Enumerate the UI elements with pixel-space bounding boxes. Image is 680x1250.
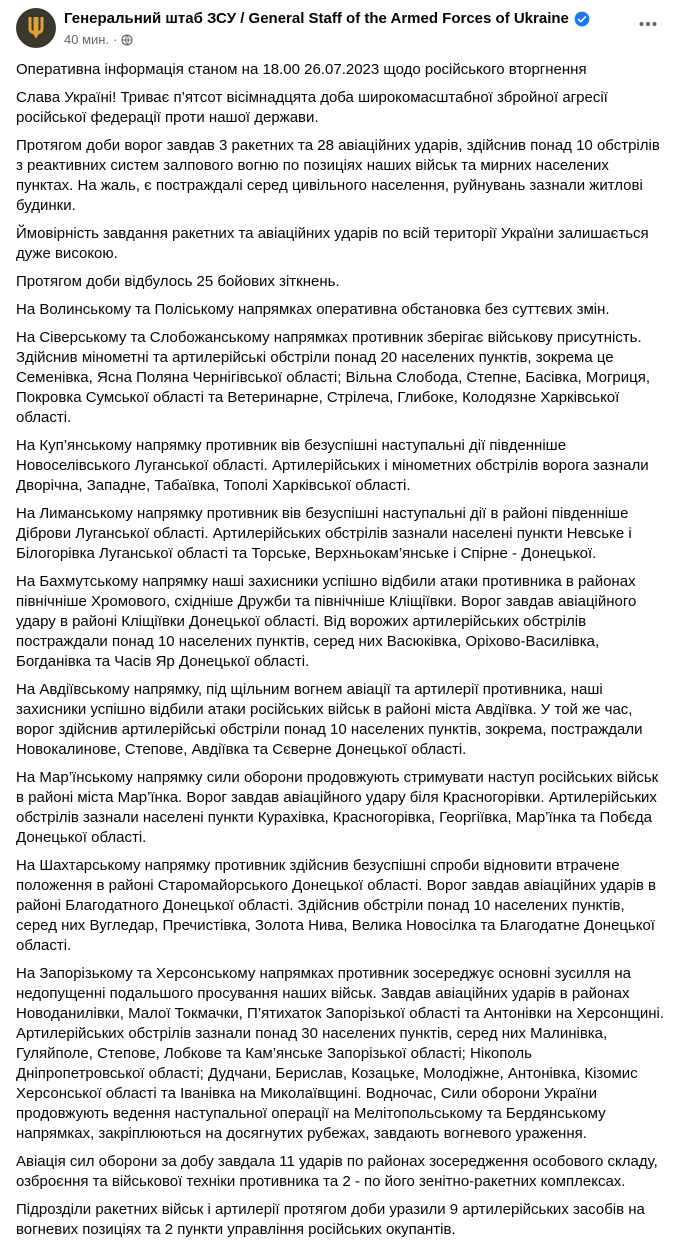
post-paragraph: Протягом доби відбулось 25 бойових зіткнень. [16, 273, 340, 290]
post-paragraph: На Бахмутському напрямку наші захисники успішно відбили атаки противника в районах північніше Хромового, східніше Дружби та північніше Кліщіївки. Ворог завдав авіаційного удару в районі Кліщіївки Донецької області. Від ворожих артилерійських обстрілів постраждали понад 10 населених пунктів, серед них Васюківка, Оріхово-Василівка, Богданівка та Часів Яр Донецької області. [16, 573, 641, 670]
post-paragraph: Слава Україні! Триває п’ятсот вісімнадцята доба широкомасштабної збройної агресії російської федерації проти нашої держави. [16, 89, 613, 126]
post-text [0, 48, 680, 1250]
page-name-link[interactable]: Генеральний штаб ЗСУ / General Staff of the Armed Forces of Ukraine [64, 10, 569, 27]
post-paragraph: Авіація сил оборони за добу завдала 11 ударів по районах зосередження особового складу, озброєння та військової техніки противника та 2 - по його зенітно-ракетних комплексах. [16, 1153, 662, 1190]
post-paragraph: На Шахтарському напрямку противник здійснив безуспішні спроби відновити втрачене положення в районі Старомайорського Донецької області. Ворог завдав авіаційних ударів в районі Благодатного Донецької області. Здійснив обстріли понад 10 населених пунктів, серед них Вугледар, Пречистівка, Золота Нива, Велика Новосілка та Благодатне Донецької області. [16, 857, 661, 954]
post-paragraph: Оперативна інформація станом на 18.00 26.07.2023 щодо російського вторгнення [16, 61, 587, 78]
post-paragraph: На Лиманському напрямку противник вів безуспішні наступальні дії в районі південніше Діброви Луганської області. Артилерійських обстрілів зазнали населені пункти Невське і Білогорівка Луганської області та Торське, Верхньокам’янське і Спірне - Донецької. [16, 505, 636, 562]
post-paragraph: На Волинському та Поліському напрямках оперативна обстановка без суттєвих змін. [16, 301, 610, 318]
verified-badge-icon [574, 11, 590, 27]
post-timestamp[interactable]: 40 мин. [64, 32, 110, 47]
post-paragraph: На Авдіївському напрямку, під щільним вогнем авіації та артилерії противника, наші захисники успішно відбили атаки російських військ в районі міста Авдіївка. У той же час, ворог здійснив артилерійські обстріли понад 10 населених пунктів, зокрема, постраждали Новокалинове, Степове, Авдіївка та Сєверне Донецької області. [16, 681, 647, 758]
post-header-text [64, 8, 632, 48]
post-paragraph: На Запорізькому та Херсонському напрямках противник зосереджує основні зусилля на недопущенні подальшого просування наших військ. Завдав авіаційних ударів в районах Новоданилівки, Малої Токмачки, П’ятихаток Запорізької області та Антонівки на Херсонщині. Артилерійських обстрілів зазнали понад 30 населених пунктів, серед них Малинівка, Гуляйполе, Степове, Лобкове та Кам’янське Запорізької області; Нікополь Дніпропетровської області; Дудчани, Берислав, Козацьке, Молодіжне, Антонівка, Кізомис Херсонської області та Іванівка на Миколаївщині. Водночас, Сили оборони України продовжують ведення наступальної операції на Мелітопольському та Бердянському напрямках, закріплюються на досягнутих рубежах, завдають вогневого ураження. [16, 965, 669, 1142]
post-paragraph: Підрозділи ракетних військ і артилерії протягом доби уразили 9 артилерійських засобів на вогневих позиціях та 2 пункти управління російських окупантів. [16, 1201, 650, 1238]
post-paragraph: На Куп’янському напрямку противник вів безуспішні наступальні дії південніше Новоселівського Луганської області. Артилерійських і мінометних обстрілів ворога зазнали Дворічна, Западне, Табаївка, Тополі Харківської області. [16, 437, 653, 494]
page-avatar[interactable] [16, 8, 56, 48]
post-paragraph: Протягом доби ворог завдав 3 ракетних та 28 авіаційних ударів, здійснив понад 10 обстрілів з реактивних систем залпового вогню по позиціях наших військ та мирних населених пунктах. На жаль, є постраждалі серед цивільного населення, руйнувань зазнали житлові будинки. [16, 137, 664, 214]
post-header [0, 0, 680, 48]
globe-privacy-icon [121, 34, 133, 46]
post-paragraph: На Мар’їнському напрямку сили оборони продовжують стримувати наступ російських військ в районі міста Мар’їнка. Ворог завдав авіаційного удару біля Красногорівки. Артилерійських обстрілів зазнали населені пункти Курахівка, Красногорівка, Георгіївка, Мар’їнка та Побєда Донецької області. [16, 769, 663, 846]
meta-separator: · [113, 32, 118, 47]
post-paragraph: Ймовірність завдання ракетних та авіаційних ударів по всій території України залишається дуже високою. [16, 225, 653, 262]
post-menu-button[interactable] [632, 10, 664, 42]
post-meta [64, 31, 632, 48]
post-paragraph: На Сіверському та Слобожанському напрямках противник зберігає військову присутність. Здійснив мінометні та артилерійські обстріли понад 20 населених пунктів, зокрема це Семенівка, Ясна Поляна Чернігівської області; Вільна Слобода, Степне, Басівка, Могриця, Покровка Сумської області та Ветеринарне, Стрілеча, Глибоке, Колодязне Харківської області. [16, 329, 655, 426]
three-dots-icon [638, 14, 658, 39]
trident-emblem-icon [16, 8, 56, 48]
